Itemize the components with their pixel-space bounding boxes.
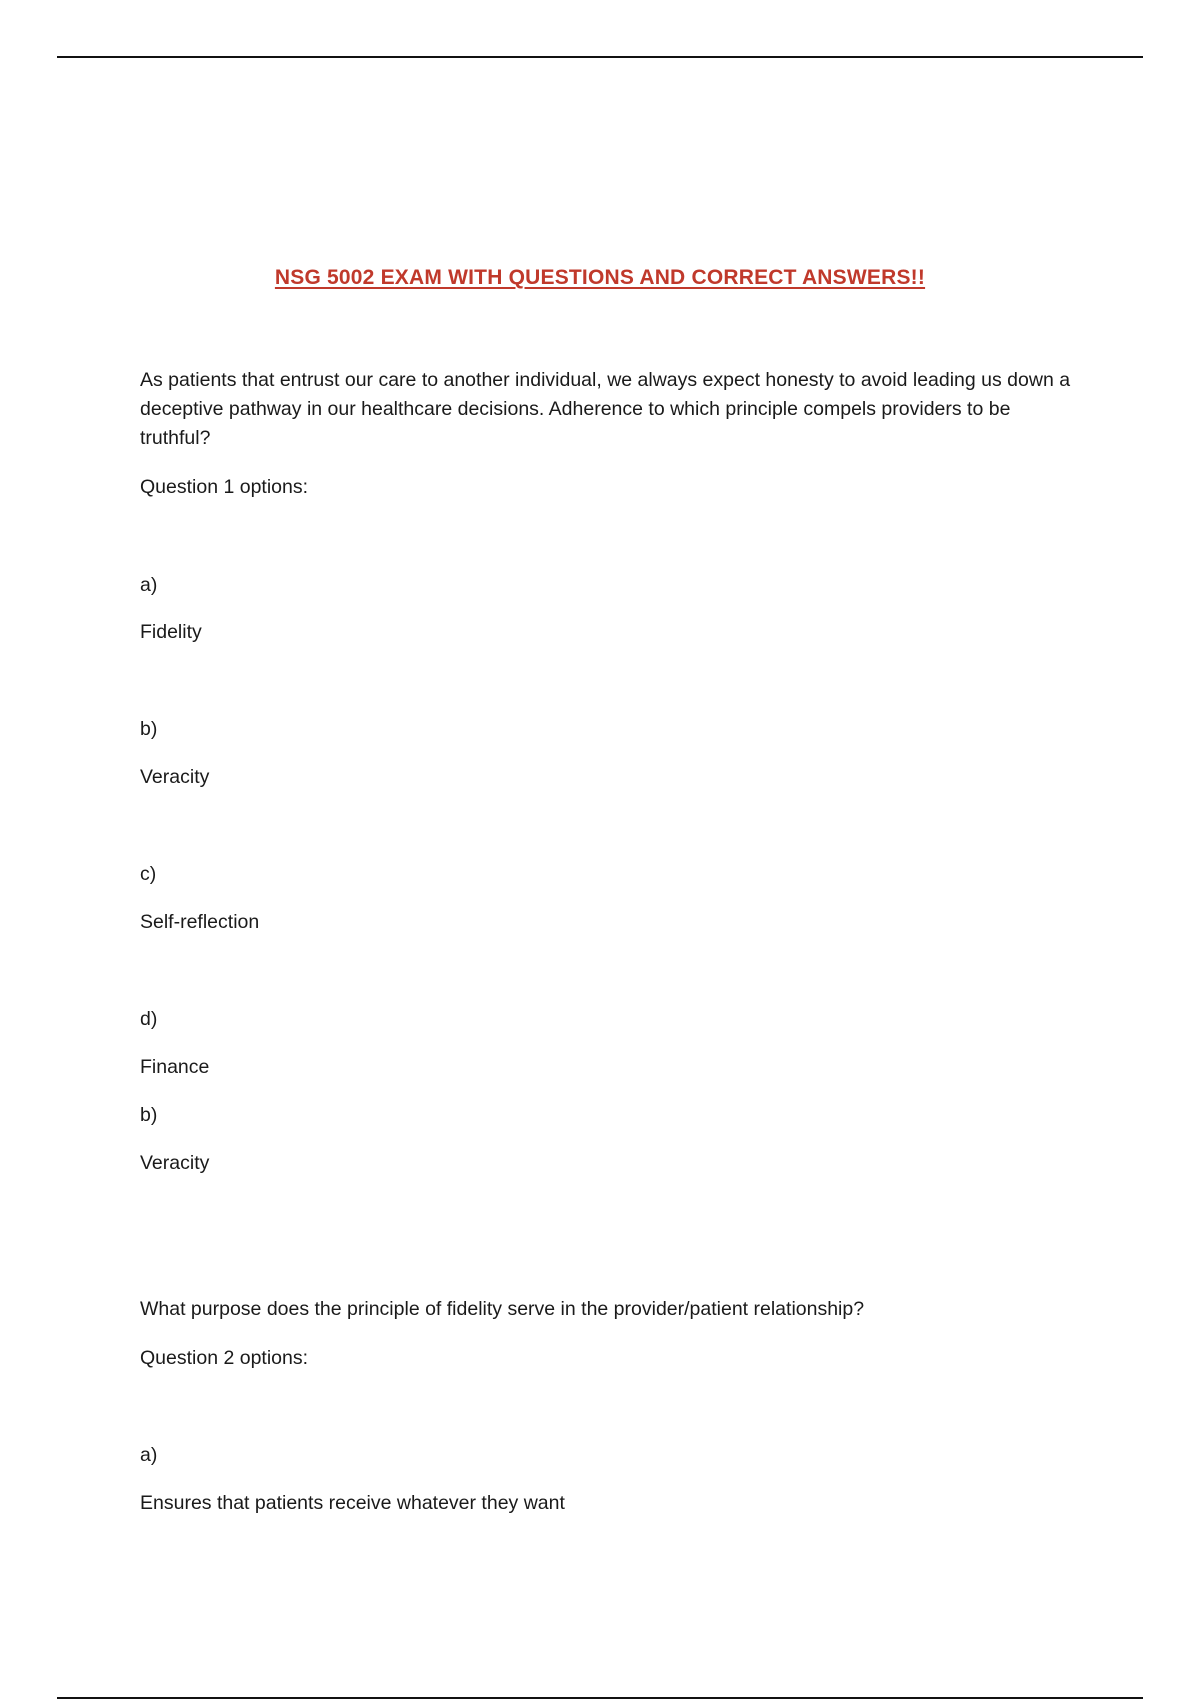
question-1-option-c-letter: c) [140, 863, 157, 885]
question-1-option-b-letter: b) [140, 718, 158, 740]
top-rule [57, 56, 1143, 58]
question-1-stem: As patients that entrust our care to another individual, we always expect honesty to avoid leading us down a deceptive pathway in our healthcare decisions. Adherence to which principle compels providers to be truthful? [140, 369, 1071, 449]
question-1-option-a-letter: a) [140, 574, 158, 596]
question-1-option-c-text: Self-reflection [140, 911, 260, 933]
question-1-option-a-text: Fidelity [140, 621, 202, 643]
question-1-option-d-text: Finance [140, 1056, 210, 1078]
question-1-options-label: Question 1 options: [140, 476, 309, 498]
question-2-stem: What purpose does the principle of fidelity serve in the provider/patient relationship? [140, 1298, 865, 1320]
question-2-option-a-text: Ensures that patients receive whatever they want [140, 1492, 565, 1514]
document-title: NSG 5002 EXAM WITH QUESTIONS AND CORRECT ANSWERS!! [274, 266, 926, 289]
question-1-option-b-text: Veracity [140, 766, 210, 788]
question-1-answer-letter: b) [140, 1104, 158, 1126]
bottom-rule [57, 1697, 1143, 1699]
question-2-option-a-letter: a) [140, 1444, 158, 1466]
question-1-answer-text: Veracity [140, 1152, 210, 1174]
question-2-options-label: Question 2 options: [140, 1347, 309, 1369]
question-1-option-d-letter: d) [140, 1008, 158, 1030]
